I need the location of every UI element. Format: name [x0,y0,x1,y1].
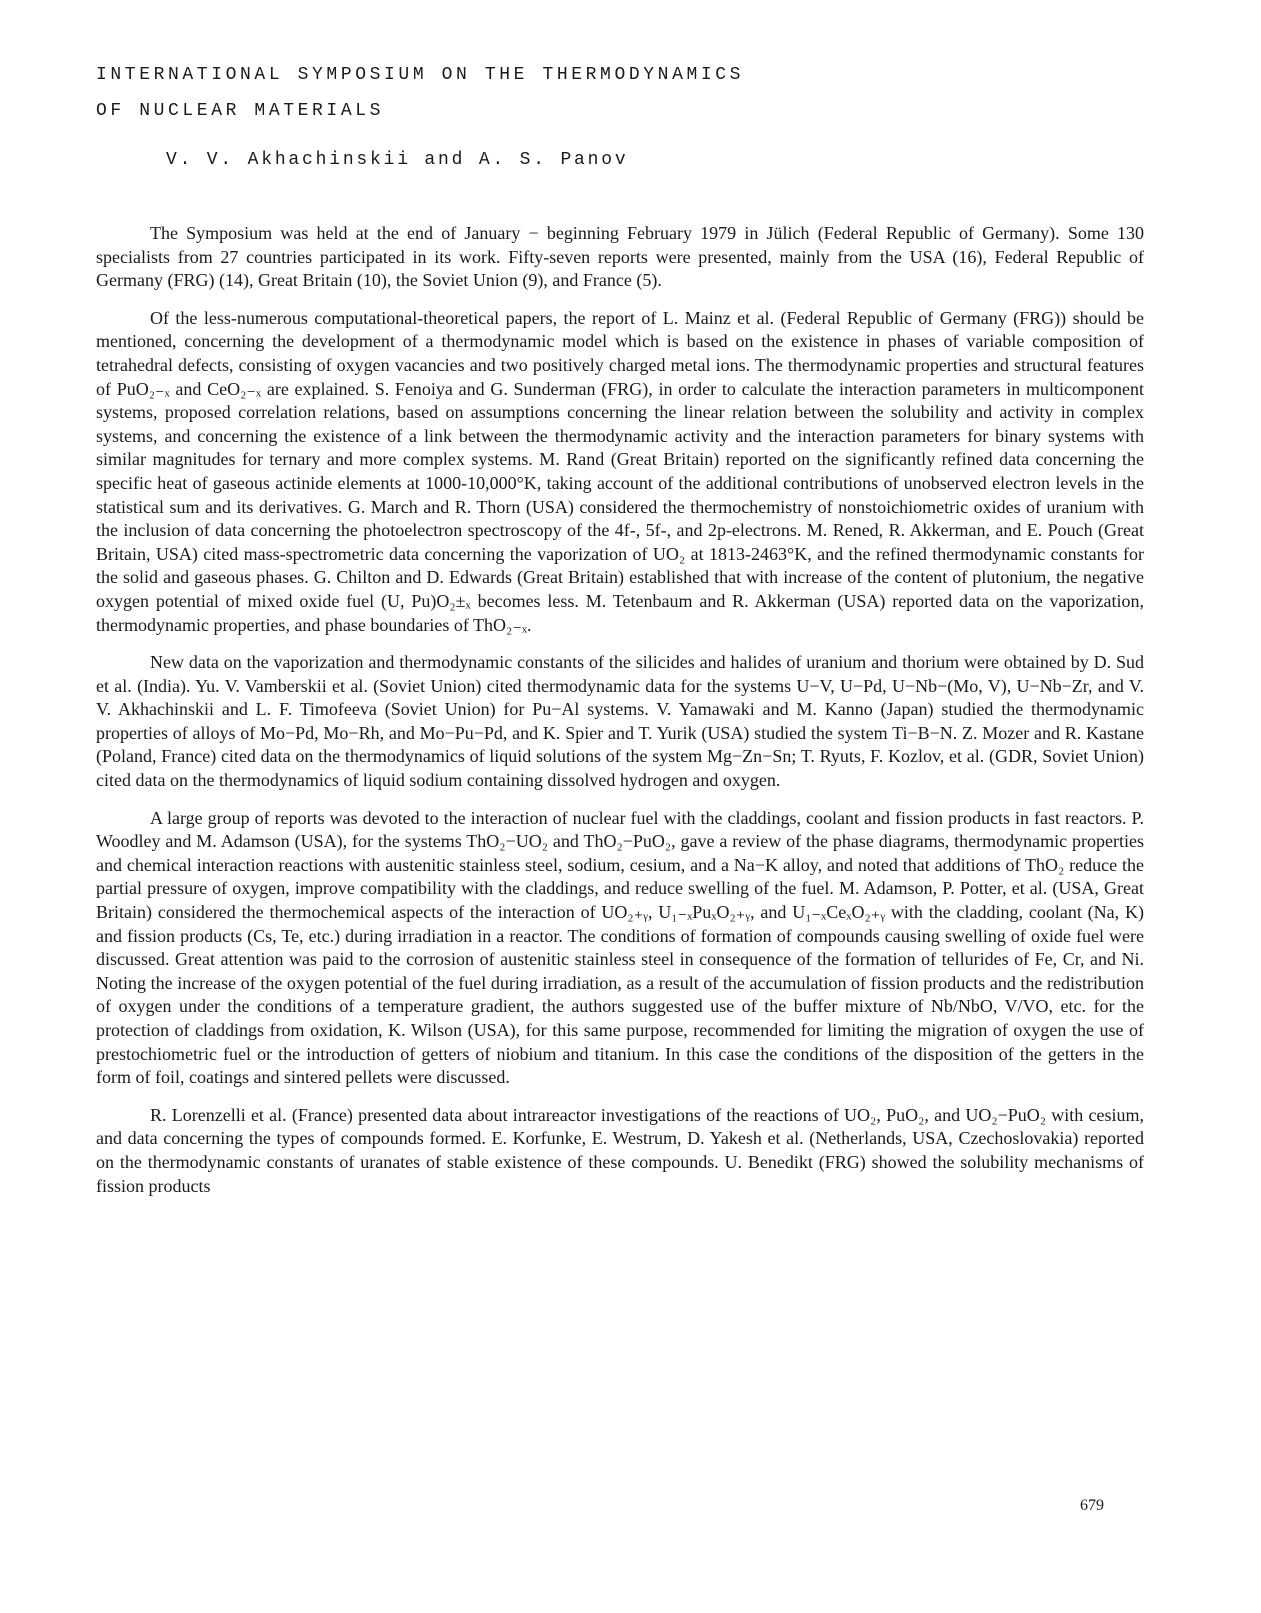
page-number: 679 [1080,1497,1104,1514]
paragraph-2: Of the less-numerous computational-theoretical papers, the report of L. Mainz et al. (Federal Republic of Germany (FRG)) should be mentioned, concerning the development of a thermodynamic model which is based on the existence in phases of variable composition of tetrahedral defects, consisting of oxygen vacancies and two positively charged metal ions. The thermodynamic properties and structural features of PuO₂₋ₓ and CeO₂₋ₓ are explained. S. Fenoiya and G. Sunderman (FRG), in order to calculate the interaction parameters in multicomponent systems, proposed correlation relations, based on assumptions concerning the linear relation between the solubility and activity in complex systems, and concerning the existence of a link between the thermodynamic activity and the interaction parameters for binary systems with similar magnitudes for ternary and more complex systems. M. Rand (Great Britain) reported on the significantly refined data concerning the specific heat of gaseous actinide elements at 1000-10,000°K, taking account of the additional contributions of unobserved electron levels in the statistical sum and its derivatives. G. March and R. Thorn (USA) considered the thermochemistry of nonstoichiometric oxides of uranium with the inclusion of data concerning the photoelectron spectroscopy of the 4f-, 5f-, and 2p-electrons. M. Rened, R. Akkerman, and E. Pouch (Great Britain, USA) cited mass-spectrometric data concerning the vaporization of UO₂ at 1813-2463°K, and the refined thermodynamic constants for the solid and gaseous phases. G. Chilton and D. Edwards (Great Britain) established that with increase of the content of plutonium, the negative oxygen potential of mixed oxide fuel (U, Pu)O₂±ₓ becomes less. M. Tetenbaum and R. Akkerman (USA) reported data on the vaporization, thermodynamic properties, and phase boundaries of ThO₂₋ₓ. [96,307,1144,635]
paragraph-4: A large group of reports was devoted to the interaction of nuclear fuel with the claddings, coolant and fission products in fast reactors. P. Woodley and M. Adamson (USA), for the systems ThO₂−UO₂ and ThO₂−PuO₂, gave a review of the phase diagrams, thermodynamic properties and chemical interaction reactions with austenitic stainless steel, sodium, cesium, and a Na−K alloy, and noted that additions of ThO₂ reduce the partial pressure of oxygen, improve compatibility with the claddings, and reduce swelling of the fuel. M. Adamson, P. Potter, et al. (USA, Great Britain) considered the thermochemical aspects of the interaction of UO₂₊ᵧ, U₁₋ₓPuₓO₂₊ᵧ, and U₁₋ₓCeₓO₂₊ᵧ with the cladding, coolant (Na, K) and fission products (Cs, Te, etc.) during irradiation in a reactor. The conditions of formation of compounds causing swelling of oxide fuel were discussed. Great attention was paid to the corrosion of austenitic stainless steel in consequence of the formation of tellurides of Fe, Cr, and Ni. Noting the increase of the oxygen potential of the fuel during irradiation, as a result of the accumulation of fission products and the redistribution of oxygen under the conditions of a temperature gradient, the authors suggested use of the buffer mixture of Nb/NbO, V/VO, etc. for the protection of claddings from oxidation, K. Wilson (USA), for this same purpose, recommended for limiting the migration of oxygen the use of prestochiometric fuel or the introduction of getters of niobium and titanium. In this case the conditions of the disposition of the getters in the form of foil, coatings and sintered pellets were discussed. [96,807,1144,1088]
title-line-1: INTERNATIONAL SYMPOSIUM ON THE THERMODYNAMICS [96,65,745,85]
paragraph-3: New data on the vaporization and thermodynamic constants of the silicides and halides of uranium and thorium were obtained by D. Sud et al. (India). Yu. V. Vamberskii et al. (Soviet Union) cited thermodynamic data for the systems U−V, U−Pd, U−Nb−(Mo, V), U−Nb−Zr, and V. V. Akhachinskii and L. F. Timofeeva (Soviet Union) for Pu−Al systems. V. Yamawaki and M. Kanno (Japan) studied the thermodynamic properties of alloys of Mo−Pd, Mo−Rh, and Mo−Pu−Pd, and K. Spier and T. Yurik (USA) studied the system Ti−B−N. Z. Mozer and R. Kastane (Poland, France) cited data on the thermodynamics of liquid solutions of the system Mg−Zn−Sn; T. Ryuts, F. Kozlov, et al. (GDR, Soviet Union) cited data on the thermodynamics of liquid sodium containing dissolved hydrogen and oxygen. [96,652,1144,791]
paragraph-1: The Symposium was held at the end of January − beginning February 1979 in Jülich (Federal Republic of Germany). Some 130 specialists from 27 countries participated in its work. Fifty-seven reports were presented, mainly from the USA (16), Federal Republic of Germany (FRG) (14), Great Britain (10), the Soviet Union (9), and France (5). [96,223,1144,291]
paragraph-5: R. Lorenzelli et al. (France) presented data about intrareactor investigations of the reactions of UO₂, PuO₂, and UO₂−PuO₂ with cesium, and data concerning the types of compounds formed. E. Korfunke, E. Westrum, D. Yakesh et al. (Netherlands, USA, Czechoslovakia) reported on the thermodynamic constants of uranates of stable existence of these compounds. U. Benedikt (FRG) showed the solubility mechanisms of fission products [96,1104,1144,1196]
title-line-2: OF NUCLEAR MATERIALS [96,101,385,121]
authors: V. V. Akhachinskii and A. S. Panov [166,150,629,170]
article-body [96,222,1144,1212]
